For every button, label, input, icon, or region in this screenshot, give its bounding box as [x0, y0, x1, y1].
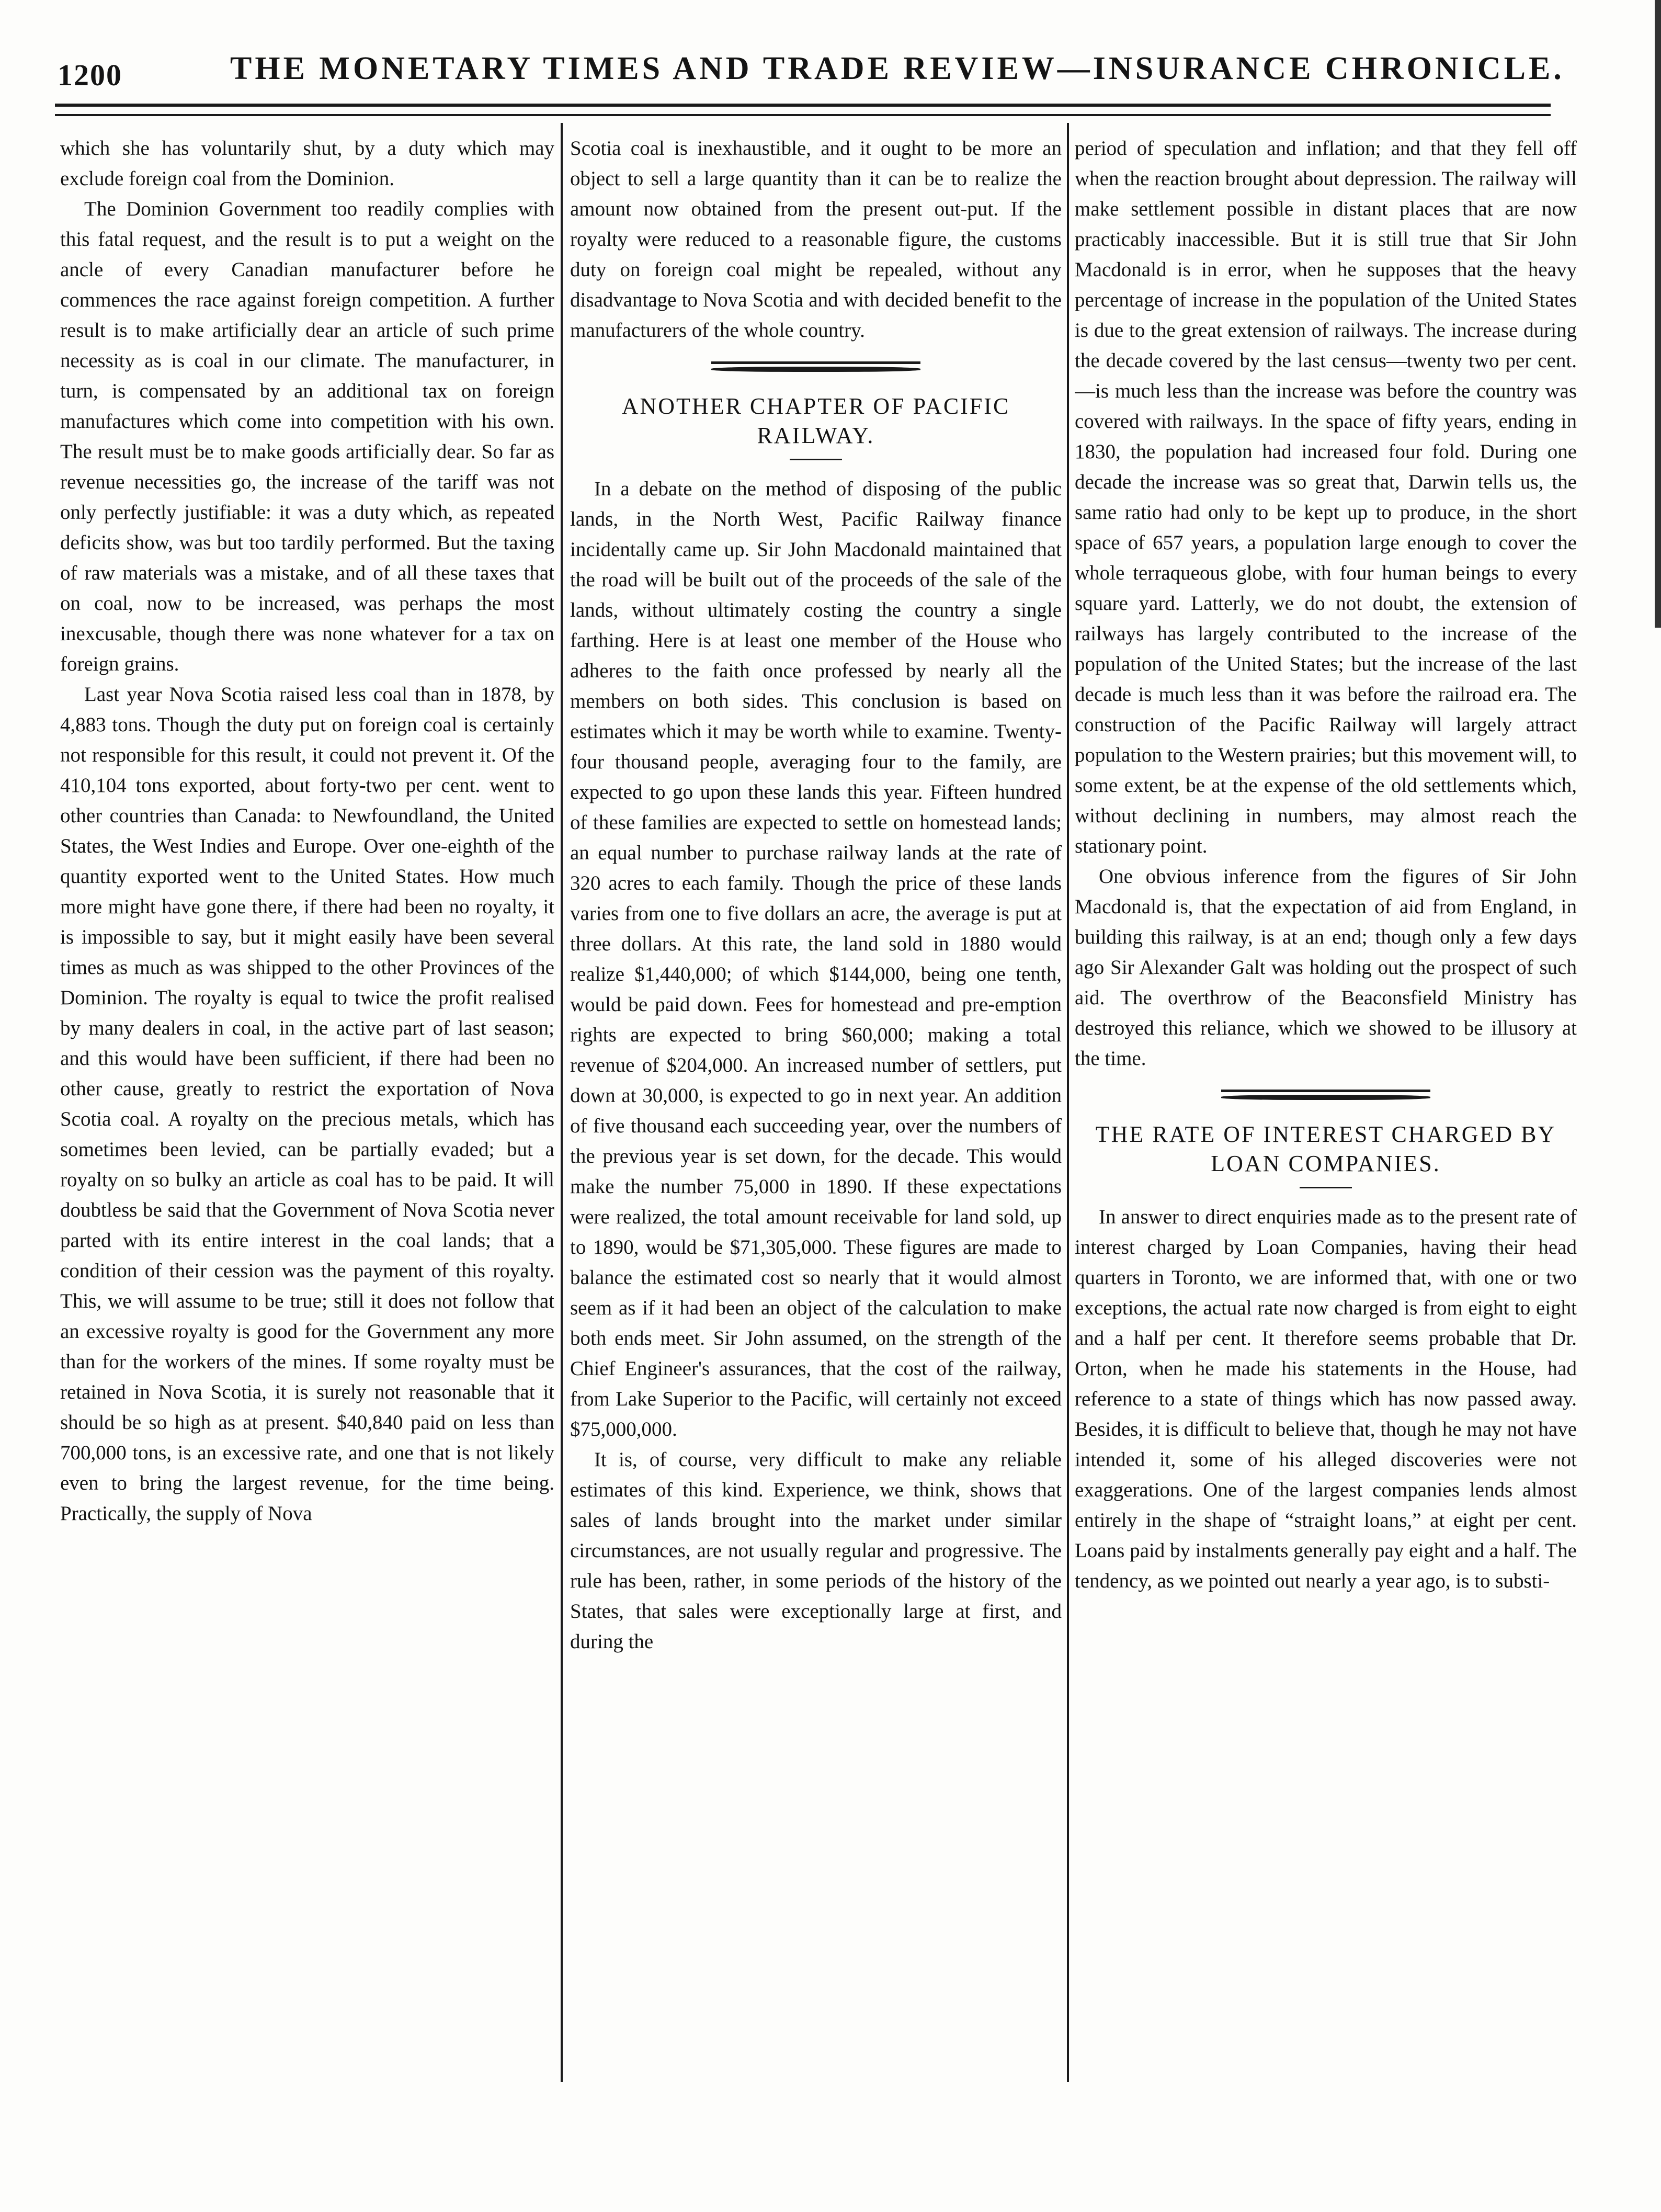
headline-underline-2: [1300, 1187, 1352, 1188]
col1-paragraph-1: which she has voluntarily shut, by a duty which may exclude foreign coal from the Dominion.: [60, 137, 554, 190]
col2-intro-paragraph: Scotia coal is inexhaustible, and it ought to be more an object to sell a large quantity than it can be to realize the amount now obtained from the present out-put. If the royalty were reduced to a reasonable figure, the customs duty on foreign coal might be repealed, without any disadvantage to Nova Scotia and with decided benefit to the manufacturers of the whole country.: [570, 137, 1062, 342]
col2-paragraph-2: It is, of course, very difficult to make any reliable estimates of this kind. Experience, we think, shows that sales of lands brought into the market under similar circumstances, are not usually regular and progressive. The rule has been, rather, in some periods of the history of the States, that sales were exceptionally large at first, and during the: [570, 1448, 1062, 1653]
col2-paragraph-1: In a debate on the method of disposing of the public lands, in the North West, Pacific Railway finance incidentally came up. Sir John Macdonald maintained that the road will be built out of the proceeds of the sale of the lands, without ultimately costing the country a single farthing. Here is at least one member of the House who adheres to the faith once professed by nearly all the members on both sides. This conclusion is based on estimates which it may be worth while to examine. Twenty-four thousand people, averaging four to the family, are expected to go upon these lands this year. Fifteen hundred of these families are expected to settle on homestead lands; an equal number to purchase railway lands at the rate of 320 acres to each family. Though the price of these lands varies from one to five dollars an acre, the average is put at three dollars. At this rate, the land sold in 1880 would realize $1,440,000; of which $144,000, being one tenth, would be paid down. Fees for homestead and pre-emption rights are expected to bring $60,000; making a total revenue of $204,000. An increased number of settlers, put down at 30,000, is expected to go in next year. An addition of five thousand each succeeding year, over the numbers of the previous year is set down, for the decade. This would make the number 75,000 in 1890. If these expectations were realized, the total amount receivable for land sold, up to 1890, would be $71,305,000. These figures are made to balance the estimated cost so nearly that it would almost seem as if it had been an object of the calculation to make both ends meet. Sir John assumed, on the strength of the Chief Engineer's assurances, that the cost of the railway, from Lake Superior to the Pacific, will certainly not exceed $75,000,000.: [570, 478, 1062, 1440]
col3-paragraph-3: In answer to direct enquiries made as to the present rate of interest charged by Loan Companies, having their head quarters in Toronto, we are informed that, with one or two exceptions, the actual rate now charged is from eight to eight and a half per cent. It therefore seems probable that Dr. Orton, when he made his statements in the House, had reference to a state of things which has now passed away. Besides, it is difficult to believe that, though he may not have intended it, some of his alleged discoveries were not exaggerations. One of the largest companies lends almost entirely in the shape of “straight loans,” at eight per cent. Loans paid by instalments generally pay eight and a half. The tendency, as we pointed out nearly a year ago, is to substi-: [1075, 1206, 1577, 1592]
column-2: [570, 133, 1062, 2079]
column-divider-1: [561, 123, 563, 2082]
col1-paragraph-2: The Dominion Government too readily complies with this fatal request, and the result is to put a weight on the ancle of every Canadian manufacturer before he commences the race against foreign competition. A further result is to make artificially dear an article of such prime necessity as is coal in our climate. The manufacturer, in turn, is compensated by an additional tax on foreign manufactures which come into competition with his own. The result must be to make goods artificially dear. So far as revenue necessities go, the increase of the tariff was not only perfectly justifiable: it was a duty which, as repeated deficits show, was but too tardily performed. But the taxing of raw materials was a mistake, and of all these taxes that on coal, now to be increased, was perhaps the most inexcusable, though there was none whatever for a tax on foreign grains.: [60, 198, 554, 675]
header-rule-thin: [55, 114, 1551, 116]
page-number: 1200: [58, 58, 122, 92]
article-headline-interest-rate: THE RATE OF INTEREST CHARGED BY LOAN COMPANIES.: [1095, 1121, 1556, 1176]
col1-paragraph-3: Last year Nova Scotia raised less coal than in 1878, by 4,883 tons. Though the duty put on foreign coal is certainly not responsible for this result, it could not prevent it. Of the 410,104 tons exported, about forty-two per cent. went to other countries than Canada: to Newfoundland, the United States, the West Indies and Europe. Over one-eighth of the quantity exported went to the United States. How much more might have gone there, if there had been no royalty, it is impossible to say, but it might easily have been several times as much as was shipped to the other Provinces of the Dominion. The royalty is equal to twice the profit realised by many dealers in coal, in the active part of last season; and this would have been sufficient, if there had been no other cause, greatly to restrict the exportation of Nova Scotia coal. A royalty on the precious metals, which has sometimes been levied, can be partially evaded; but a royalty on so bulky an article as coal has to be paid. It will doubtless be said that the Government of Nova Scotia never parted with its entire interest in the coal lands; that a condition of their cession was the payment of this royalty. This, we will assume to be true; still it does not follow that an excessive royalty is good for the Government any more than for the workers of the mines. If some royalty must be retained in Nova Scotia, it is surely not reasonable that it should be so high as at present. $40,840 paid on less than 700,000 tons, is an excessive rate, and one that is not likely even to bring the largest revenue, for the time being. Practically, the supply of Nova: [60, 683, 554, 1525]
masthead-title: THE MONETARY TIMES AND TRADE REVIEW—INSURANCE CHRONICLE.: [230, 51, 1565, 86]
col3-paragraph-1: period of speculation and inflation; and that they fell off when the reaction brought about depression. The railway will make settlement possible in distant places that are now practicably inaccessible. But it is still true that Sir John Macdonald is in error, when he supposes that the heavy percentage of increase in the population of the United States is due to the great extension of railways. The increase during the decade covered by the last census—twenty two per cent.—is much less than the increase was before the country was covered with railways. In the space of fifty years, ending in 1830, the population had increased four fold. During one decade the increase was so great that, Darwin tells us, the same ratio had only to be kept up to produce, in the short space of 657 years, a population large enough to cover the whole terraqueous globe, with four human beings to every square yard. Latterly, we do not doubt, the extension of railways has largely contributed to the increase of the population of the United States; but the increase of the last decade is much less than it was before the railroad era. The construction of the Pacific Railway will largely attract population to the Western prairies; but this movement will, to some extent, be at the expense of the old settlements which, without declining in numbers, may almost reach the stationary point.: [1075, 137, 1577, 857]
headline-underline: [790, 459, 842, 460]
scan-edge-mark: [1655, 0, 1661, 628]
column-divider-2: [1067, 123, 1069, 2082]
column-1: [60, 133, 554, 2079]
col3-paragraph-2: One obvious inference from the figures of Sir John Macdonald is, that the expectation of aid from England, in building this railway, is at an end; though only a few days ago Sir Alexander Galt was holding out the prospect of such aid. The overthrow of the Beaconsfield Ministry has destroyed this reliance, which we showed to be illusory at the time.: [1075, 865, 1577, 1070]
section-ornament-rule-2: [1221, 1090, 1430, 1101]
column-3: [1075, 133, 1577, 2079]
header-rule-thick: [55, 104, 1551, 107]
article-headline-pacific-railway: ANOTHER CHAPTER OF PACIFIC RAILWAY.: [621, 393, 1010, 448]
section-ornament-rule: [711, 361, 920, 373]
